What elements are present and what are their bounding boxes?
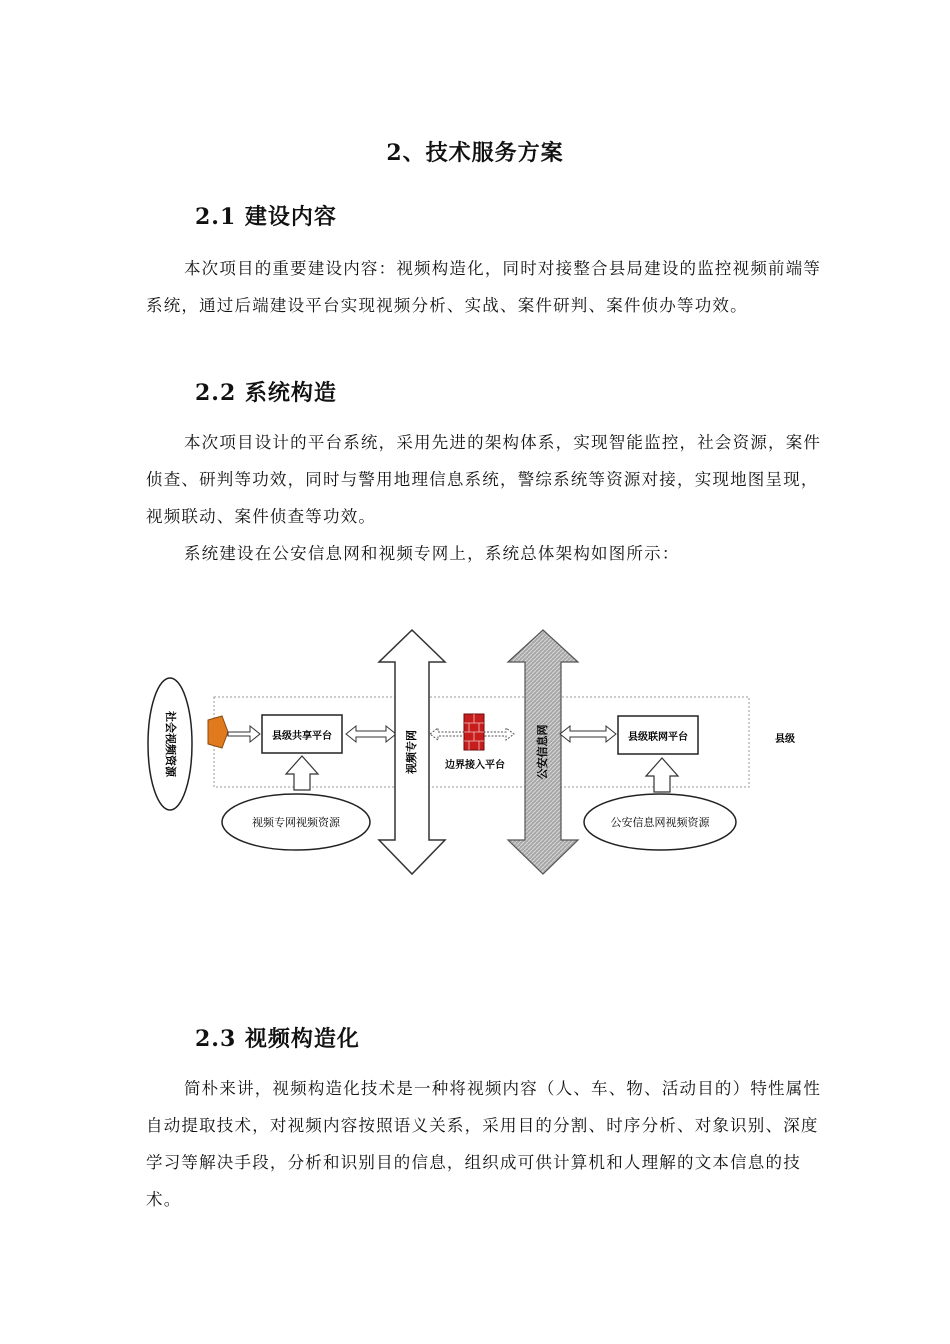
section-2-3-body bbox=[146, 1070, 826, 1218]
section-2-2-body bbox=[146, 424, 826, 572]
video-network-resource-label: 视频专网视频资源 bbox=[252, 816, 340, 829]
double-arrow-icon bbox=[560, 726, 616, 742]
county-shared-platform-label: 县级共享平台 bbox=[272, 731, 332, 742]
orange-connector-icon bbox=[208, 716, 228, 748]
double-arrow-icon bbox=[346, 726, 396, 742]
arrow-up-icon bbox=[286, 756, 318, 790]
paragraph: 本次项目设计的平台系统，采用先进的架构体系，实现智能监控，社会资源，案件侦查、研判等功效，同时与警用地理信息系统，警综系统等资源对接，实现地图呈现，视频联动、案件侦查等功效。 bbox=[146, 433, 822, 526]
boundary-access-platform-label: 边界接入平台 bbox=[445, 760, 505, 771]
county-network-platform-label: 县级联网平台 bbox=[628, 732, 688, 743]
architecture-diagram bbox=[140, 622, 820, 882]
ps-network-resource-label: 公安信息网视频资源 bbox=[610, 816, 710, 829]
video-private-network-label: 视频专网 bbox=[405, 730, 418, 774]
section-title-2-3: 2.3 视频构造化 bbox=[195, 1026, 360, 1052]
section-title-2-1: 2.1 建设内容 bbox=[195, 204, 337, 230]
firewall-icon bbox=[464, 714, 484, 750]
section-2-1-body bbox=[146, 250, 826, 324]
section-title-2-2: 2.2 系统构造 bbox=[195, 380, 337, 406]
public-security-network-label: 公安信息网 bbox=[536, 724, 549, 780]
county-level-label: 县级 bbox=[775, 734, 795, 745]
paragraph: 本次项目的重要建设内容：视频构造化，同时对接整合县局建设的监控视频前端等系统，通过后端建设平台实现视频分析、实战、案件研判、案件侦办等功效。 bbox=[146, 259, 822, 315]
paragraph: 系统建设在公安信息网和视频专网上，系统总体架构如图所示： bbox=[183, 544, 680, 563]
chapter-title: 2、技术服务方案 bbox=[386, 140, 564, 166]
arrow-right-icon bbox=[228, 726, 260, 742]
social-resource-label: 社会视频资源 bbox=[164, 711, 177, 777]
paragraph: 简朴来讲，视频构造化技术是一种将视频内容（人、车、物、活动目的）特性属性自动提取技术，对视频内容按照语义关系，采用目的分割、时序分析、对象识别、深度学习等解决手段，分析和识别目的信息，组织成可供计算机和人理解的文本信息的技术。 bbox=[146, 1079, 822, 1209]
